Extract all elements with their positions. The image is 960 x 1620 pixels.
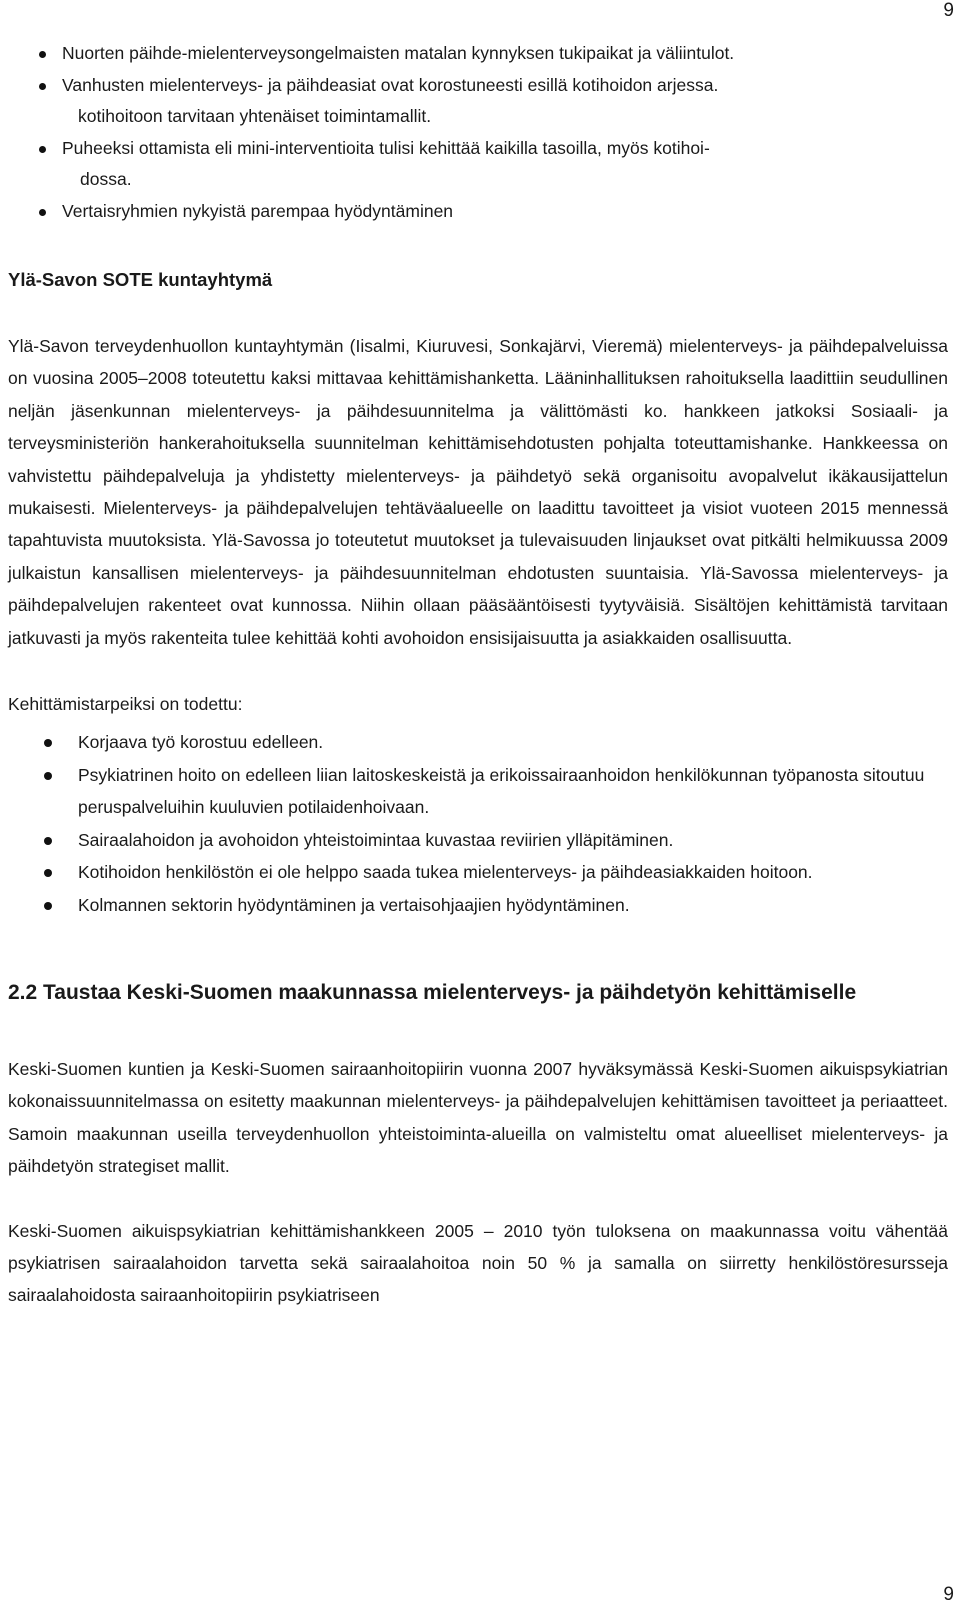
paragraph: Keski-Suomen kuntien ja Keski-Suomen sairaanhoitopiirin vuonna 2007 hyväksymässä Keski-Suomen aikuispsykiatrian kokonaissuunnitelmassa on esitetty maakunnan mielenterveys- ja päihdepalvelujen kehittämisen tavoitteet ja periaatteet. Samoin maakunnan useilla terveydenhuollon yhteistoiminta-alueilla on valmisteltu omat alueelliset mielenterveys- ja päihdetyön strategiset mallit. [8, 1058, 948, 1177]
page-number-top: 9 [943, 0, 954, 21]
document-body [8, 38, 948, 1312]
list-item: Sairaalahoidon ja avohoidon yhteistoimintaa kuvastaa reviirien ylläpitäminen. [8, 824, 948, 856]
list-item-continuation: kotihoitoon tarvitaan yhtenäiset toimintamallit. [78, 106, 432, 126]
list-item: Vertaisryhmien nykyistä parempaa hyödyntäminen [8, 196, 948, 228]
page-number-bottom: 9 [943, 1584, 954, 1605]
list-item: Kotihoidon henkilöstön ei ole helppo saada tukea mielenterveys- ja päihdeasiakkaiden hoitoon. [8, 856, 948, 888]
list-item: Nuorten päihde-mielenterveysongelmaisten matalan kynnyksen tukipaikat ja väliintulot. [8, 38, 948, 70]
top-bullet-list [8, 38, 948, 227]
list-item-text-wrap: dossa. [80, 169, 132, 189]
list-item: Kolmannen sektorin hyödyntäminen ja vertaisohjaajien hyödyntäminen. [8, 889, 948, 921]
list-item: Psykiatrinen hoito on edelleen liian laitoskeskeistä ja erikoissairaanhoidon henkilökunnan työpanosta sitoutuu peruspalveluihin kuuluvien potilaidenhoivaan. [8, 759, 948, 824]
paragraph: Keski-Suomen aikuispsykiatrian kehittämishankkeen 2005 – 2010 työn tuloksena on maakunnassa voitu vähentää psykiatrisen sairaalahoidon tarvetta sekä sairaalahoitoa noin 50 % ja samalla on siirretty henkilöstöresursseja sairaalahoidosta sairaanhoitopiirin psykiatriseen [8, 1220, 948, 1306]
dev-needs-lead: Kehittämistarpeiksi on todettu: [8, 694, 243, 715]
dev-needs-list [8, 726, 948, 920]
list-item: Vanhusten mielenterveys- ja päihdeasiat ovat korostuneesti esillä kotihoidon arjessa. [8, 70, 948, 102]
list-item: Korjaava työ korostuu edelleen. [8, 726, 948, 758]
section-heading: Ylä-Savon SOTE kuntayhtymä [8, 269, 273, 290]
list-item-text: Puheeksi ottamista eli mini-interventioita tulisi kehittää kaikilla tasoilla, myös kotihoi- [62, 137, 710, 158]
paragraph: Ylä-Savon terveydenhuollon kuntayhtymän (Iisalmi, Kiuruvesi, Sonkajärvi, Vieremä) mielenterveys- ja päihdepalveluissa on vuosina 2005–2008 toteutettu kaksi mittavaa kehittämishanketta. Lääninhallituksen rahoituksella laadittiin seudullinen neljän jäsenkunnan mielenterveys- ja päihdesuunnitelma ja välittömästi ko. hankkeen jatkoksi Sosiaali- ja terveysministeriön hankerahoituksella suunnitelman kehittämisehdotusten pohjalta toteuttamishanke. Hankkeessa on vahvistettu päihdepalveluja ja yhdistetty mielenterveys- ja päihdetyö sekä organisoitu avopalvelut ikäkausijattelun mukaisesti. Mielenterveys- ja päihdepalvelujen tehtäväalueelle on laadittu tavoitteet ja visiot vuoteen 2015 mennessä tapahtuvista muutoksista. Ylä-Savossa jo toteutetut muutokset ja tulevaisuuden linjaukset ovat pitkälti helmikuussa 2009 julkaistun kansallisen mielenterveys- ja päihdesuunnitelman ehdotusten suuntaisia. Ylä-Savossa mielenterveys- ja päihdepalvelujen rakenteet ovat kunnossa. Niihin ollaan pääsääntöisesti tyytyväisiä. Sisältöjen kehittämistä tarvitaan jatkuvasti ja myös rakenteita tulee kehittää kohti avohoidon ensisijaisuutta ja asiakkaiden osallisuutta. [8, 336, 948, 648]
list-item [8, 133, 948, 196]
chapter-heading: 2.2 Taustaa Keski-Suomen maakunnassa mielenterveys- ja päihdetyön kehittämiselle [8, 980, 857, 1004]
